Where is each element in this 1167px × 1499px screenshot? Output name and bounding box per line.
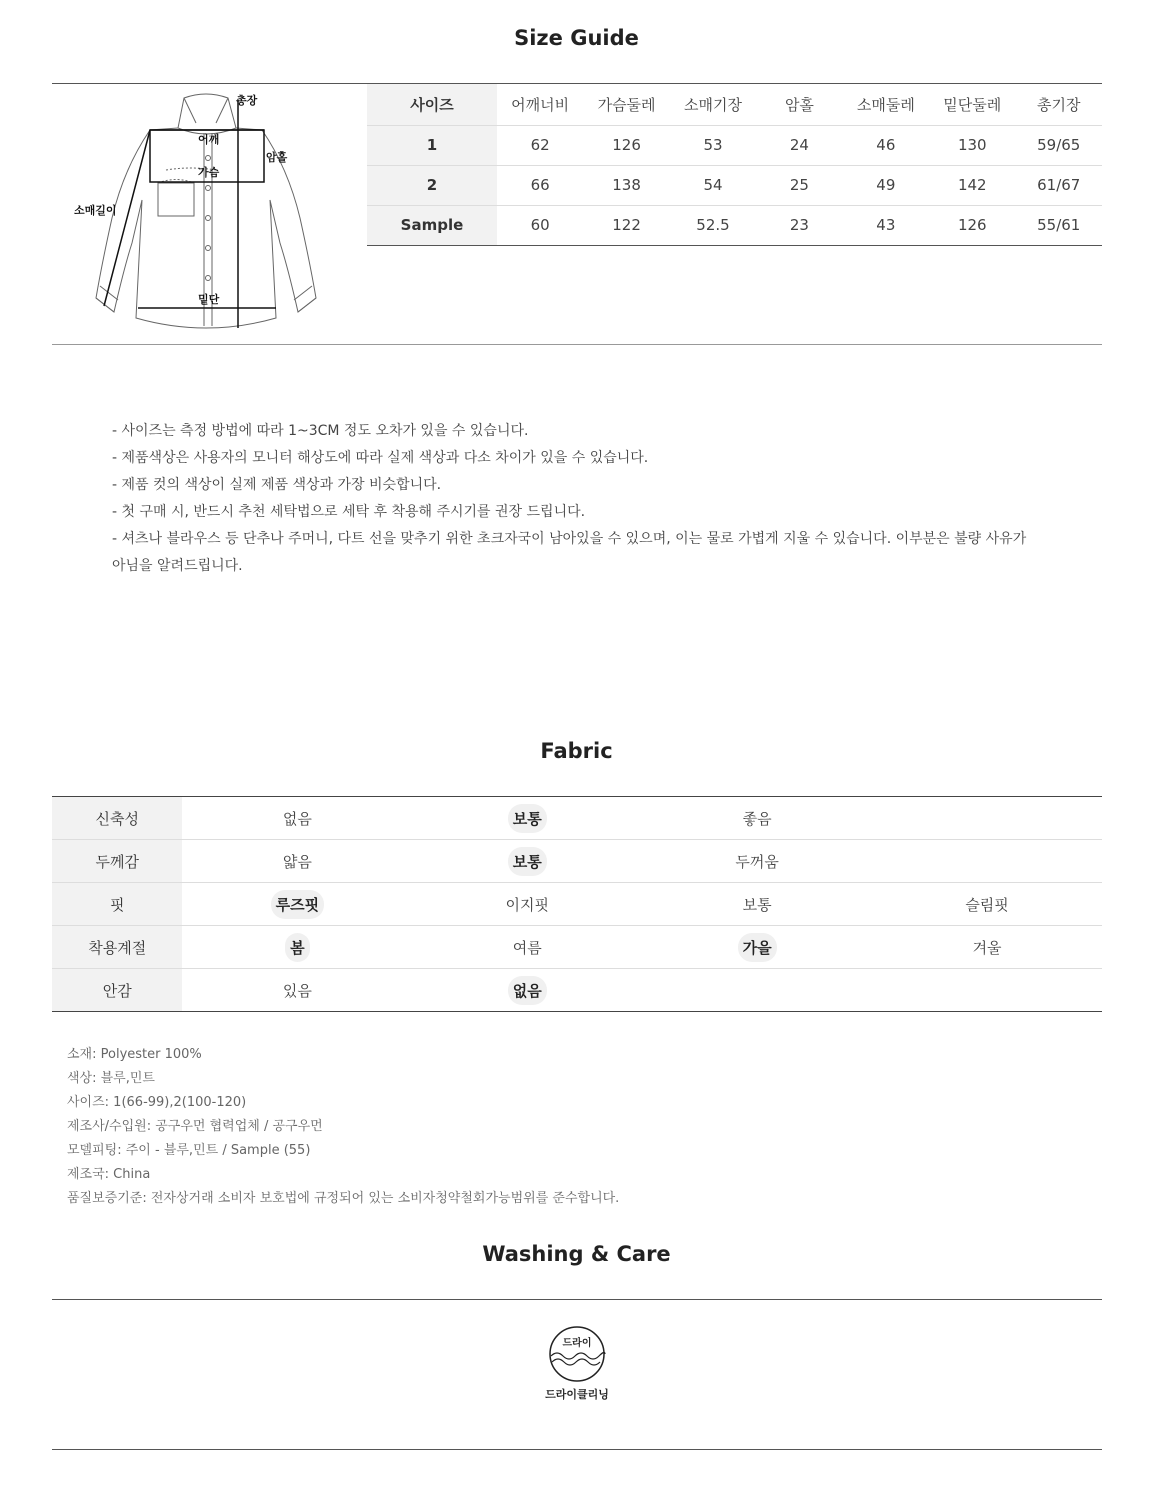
size-header-cell: 소매기장 xyxy=(670,84,756,125)
table-row xyxy=(367,165,1102,205)
note-line: - 첫 구매 시, 반드시 추천 세탁법으로 세탁 후 착용해 주시기를 권장 드립니다. xyxy=(112,504,586,520)
size-table-header xyxy=(367,84,1102,125)
fabric-row-thickness xyxy=(52,840,1102,883)
table-row xyxy=(367,205,1102,245)
fabric-option: 슬림핏 xyxy=(965,895,1009,914)
size-cell: 66 xyxy=(497,165,583,205)
fabric-option: 있음 xyxy=(282,981,312,1000)
size-guide-title: Size Guide xyxy=(514,26,639,50)
fabric-option xyxy=(982,815,992,823)
fabric-row-lining xyxy=(52,969,1102,1012)
size-header-cell: 소매둘레 xyxy=(843,84,929,125)
fabric-row-label: 두께감 xyxy=(52,840,182,883)
fabric-option xyxy=(982,987,992,995)
fabric-title: Fabric xyxy=(540,739,613,763)
fabric-option: 없음 xyxy=(508,976,547,1005)
sleeve-length-label: 소매길이 xyxy=(74,204,117,217)
size-cell: 46 xyxy=(843,125,929,165)
fabric-option: 좋음 xyxy=(742,809,772,828)
size-row-label: Sample xyxy=(367,205,497,245)
fabric-row-stretch xyxy=(52,797,1102,840)
size-header-cell: 어깨너비 xyxy=(497,84,583,125)
size-cell: 55/61 xyxy=(1016,205,1103,245)
size-cell: 25 xyxy=(756,165,842,205)
info-color: 색상: 블루,민트 xyxy=(67,1071,155,1086)
size-cell: 59/65 xyxy=(1016,125,1103,165)
size-cell: 53 xyxy=(670,125,756,165)
info-material: 소재: Polyester 100% xyxy=(67,1047,202,1062)
size-cell: 62 xyxy=(497,125,583,165)
fabric-option: 보통 xyxy=(508,847,547,876)
size-header-cell: 총기장 xyxy=(1016,84,1103,125)
info-country: 제조국: China xyxy=(67,1167,151,1182)
fabric-option: 루즈핏 xyxy=(271,890,324,919)
care-item xyxy=(520,1326,634,1402)
size-header-cell: 사이즈 xyxy=(367,84,497,125)
fabric-row-label: 신축성 xyxy=(52,797,182,840)
info-manufacturer: 제조사/수입원: 공구우먼 협력업체 / 공구우먼 xyxy=(67,1119,323,1134)
info-size: 사이즈: 1(66-99),2(100-120) xyxy=(67,1095,247,1110)
fabric-row-season xyxy=(52,926,1102,969)
armhole-label: 암홀 xyxy=(266,151,288,164)
shirt-measurement-diagram xyxy=(66,88,336,338)
fabric-option: 없음 xyxy=(282,809,312,828)
size-cell: 52.5 xyxy=(670,205,756,245)
size-cell: 142 xyxy=(929,165,1015,205)
fabric-option: 가을 xyxy=(738,933,777,962)
divider xyxy=(52,1449,1102,1450)
fabric-row-label: 안감 xyxy=(52,969,182,1012)
chest-label: 가슴 xyxy=(198,166,220,179)
size-row-label: 2 xyxy=(367,165,497,205)
hem-label: 밑단 xyxy=(198,293,220,306)
table-row xyxy=(367,125,1102,165)
fabric-table xyxy=(52,796,1102,1012)
size-cell: 60 xyxy=(497,205,583,245)
note-line: - 제품 컷의 색상이 실제 제품 색상과 가장 비슷합니다. xyxy=(112,477,442,493)
fabric-row-label: 착용계절 xyxy=(52,926,182,969)
size-header-cell: 밑단둘레 xyxy=(929,84,1015,125)
fabric-row-fit xyxy=(52,883,1102,926)
fabric-option xyxy=(982,858,992,866)
size-cell: 138 xyxy=(583,165,669,205)
fabric-option: 보통 xyxy=(508,804,547,833)
divider xyxy=(52,344,1102,345)
shirt-diagram-icon xyxy=(66,88,336,338)
size-cell: 43 xyxy=(843,205,929,245)
note-line: - 사이즈는 측정 방법에 따라 1~3CM 정도 오차가 있을 수 있습니다. xyxy=(112,423,529,439)
fabric-option: 겨울 xyxy=(972,938,1002,957)
dry-clean-icon xyxy=(547,1326,607,1382)
size-row-label: 1 xyxy=(367,125,497,165)
note-line: - 제품색상은 사용자의 모니터 해상도에 따라 실제 색상과 다소 차이가 있을 수 있습니다. xyxy=(112,450,649,466)
size-cell: 49 xyxy=(843,165,929,205)
divider xyxy=(52,1299,1102,1300)
care-label: 드라이클리닝 xyxy=(545,1388,609,1401)
size-cell: 130 xyxy=(929,125,1015,165)
shoulder-label: 어깨 xyxy=(198,133,220,146)
size-cell: 126 xyxy=(583,125,669,165)
size-notes xyxy=(112,418,1062,580)
product-info xyxy=(67,1043,619,1211)
fabric-option: 여름 xyxy=(512,938,542,957)
size-cell: 54 xyxy=(670,165,756,205)
fabric-row-label: 핏 xyxy=(52,883,182,926)
fabric-option xyxy=(752,987,762,995)
fabric-option: 얇음 xyxy=(282,852,312,871)
fabric-option: 두꺼움 xyxy=(735,852,779,871)
size-cell: 61/67 xyxy=(1016,165,1103,205)
fabric-option: 이지핏 xyxy=(505,895,550,914)
size-header-cell: 암홀 xyxy=(756,84,842,125)
size-header-cell: 가슴둘레 xyxy=(583,84,669,125)
size-cell: 24 xyxy=(756,125,842,165)
info-quality-guarantee: 품질보증기준: 전자상거래 소비자 보호법에 규정되어 있는 소비자청약철회가능범위를 준수합니다. xyxy=(67,1191,620,1206)
note-line: 아님을 알려드립니다. xyxy=(112,558,243,574)
total-length-label: 총장 xyxy=(236,94,258,107)
size-table xyxy=(367,84,1102,246)
size-cell: 122 xyxy=(583,205,669,245)
dry-clean-icon-text: 드라이 xyxy=(562,1338,592,1349)
size-cell: 126 xyxy=(929,205,1015,245)
care-title: Washing & Care xyxy=(482,1242,671,1266)
fabric-option: 봄 xyxy=(285,933,310,962)
size-cell: 23 xyxy=(756,205,842,245)
note-line: - 셔츠나 블라우스 등 단추나 주머니, 다트 선을 맞추기 위한 초크자국이 남아있을 수 있으며, 이는 물로 가볍게 지울 수 있습니다. 이부분은 불량 사유가 xyxy=(112,531,1027,547)
info-model-fitting: 모델피팅: 주이 - 블루,민트 / Sample (55) xyxy=(67,1143,311,1158)
fabric-option: 보통 xyxy=(742,895,772,914)
